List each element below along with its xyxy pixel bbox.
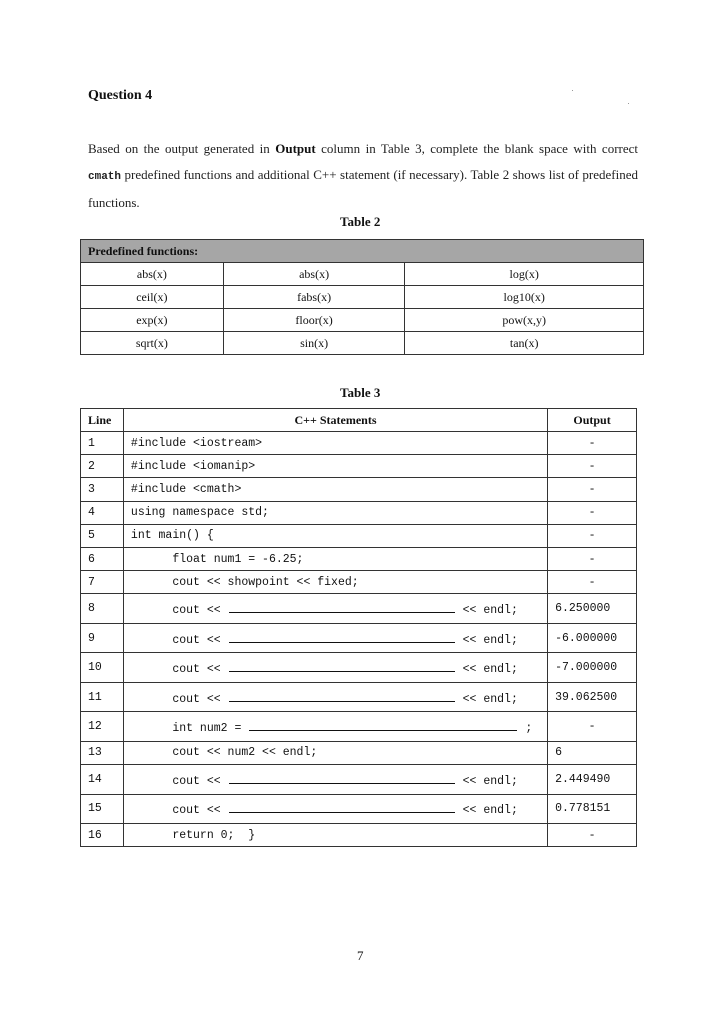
statement-code: int main() { [130,529,214,543]
output-cell: 6.250000 [548,594,637,624]
table3-header-output: Output [548,409,637,432]
statement-cell [123,594,547,624]
statement-code: using namespace std; [130,506,269,520]
statement-cell [123,478,547,501]
paragraph-text-1: Based on the output generated in [88,141,276,156]
table2-cell: sqrt(x) [81,332,224,355]
statement-suffix: << endl; [462,604,518,618]
line-number: 3 [81,478,124,501]
table2-row [81,309,644,332]
line-number: 5 [81,524,124,547]
table2-caption: Table 2 [340,214,381,229]
table3-row [81,478,637,501]
page-number: 7 [357,948,364,963]
table3-row [81,594,637,624]
statement-code: cout << [130,663,221,677]
table2-cell: tan(x) [405,332,644,355]
output-cell: - [548,571,637,594]
line-number: 8 [81,594,124,624]
line-number: 14 [81,765,124,795]
answer-blank[interactable] [229,771,455,784]
table3-row [81,547,637,570]
table3-row [81,653,637,683]
statement-suffix: << endl; [462,774,518,788]
output-cell: - [548,547,637,570]
line-number: 13 [81,741,124,764]
answer-blank[interactable] [229,600,455,613]
statement-cell [123,623,547,653]
table2-cell: abs(x) [81,263,224,286]
output-cell: - [548,432,637,455]
statement-code: #include <cmath> [130,482,242,496]
table2-header: Predefined functions: [81,240,644,263]
line-number: 10 [81,653,124,683]
statement-cell [123,547,547,570]
question-heading: Question 4 [88,88,153,103]
statement-cell [123,571,547,594]
statement-suffix: << endl; [462,633,518,647]
answer-blank[interactable] [229,689,455,702]
table3-header-statements: C++ Statements [123,409,547,432]
output-cell: 39.062500 [548,682,637,712]
statement-cell [123,712,547,742]
table2-cell: pow(x,y) [405,309,644,332]
scan-speck [572,90,573,91]
statement-cell [123,501,547,524]
line-number: 16 [81,824,124,847]
table3-header-line: Line [81,409,124,432]
table3-row [81,623,637,653]
table2-cell: abs(x) [223,263,405,286]
output-cell: -6.000000 [548,623,637,653]
output-cell: 0.778151 [548,794,637,824]
table2-cell: fabs(x) [223,286,405,309]
table3-row [81,501,637,524]
output-cell: - [548,824,637,847]
question-paragraph [88,136,638,216]
table3-row [81,712,637,742]
statement-code: cout << showpoint << fixed; [130,575,359,589]
line-number: 15 [81,794,124,824]
output-cell: -7.000000 [548,653,637,683]
table2-cell: sin(x) [223,332,405,355]
output-cell: - [548,501,637,524]
line-number: 11 [81,682,124,712]
line-number: 4 [81,501,124,524]
scan-speck [628,103,629,104]
table2-row [81,332,644,355]
table3-row [81,741,637,764]
answer-blank[interactable] [229,800,455,813]
statement-cell [123,432,547,455]
table3-cpp-statements [80,408,637,847]
output-cell: 2.449490 [548,765,637,795]
answer-blank[interactable] [229,659,455,672]
table2-cell: exp(x) [81,309,224,332]
output-cell: - [548,478,637,501]
table2-cell: ceil(x) [81,286,224,309]
statement-code: cout << [130,604,221,618]
statement-suffix: ; [525,722,533,736]
table2-predefined-functions [80,239,644,355]
output-cell: - [548,524,637,547]
table3-row [81,571,637,594]
line-number: 9 [81,623,124,653]
table3-caption: Table 3 [340,385,381,400]
answer-blank[interactable] [249,718,517,731]
table3-row [81,765,637,795]
line-number: 1 [81,432,124,455]
table3-row [81,794,637,824]
output-cell: - [548,455,637,478]
table3-row [81,432,637,455]
statement-cell [123,824,547,847]
statement-code: float num1 = -6.25; [130,552,304,566]
statement-suffix: << endl; [462,663,518,677]
statement-cell [123,682,547,712]
table3-row [81,824,637,847]
line-number: 2 [81,455,124,478]
paragraph-bold-output: Output [275,141,316,156]
table3-row [81,455,637,478]
table2-cell: log(x) [405,263,644,286]
line-number: 12 [81,712,124,742]
statement-suffix: << endl; [462,804,518,818]
statement-cell [123,455,547,478]
paragraph-text-3: predefined functions and additional C++ statement (if necessary). Table 2 shows list of predefined functions. [88,166,638,210]
table3-row [81,524,637,547]
statement-code: cout << [130,774,221,788]
line-number: 7 [81,571,124,594]
output-cell: 6 [548,741,637,764]
statement-cell [123,524,547,547]
table2-row [81,286,644,309]
paragraph-code-cmath: cmath [88,170,122,183]
statement-code: cout << [130,692,221,706]
statement-code: return 0; } [130,828,256,842]
statement-code: cout << [130,633,221,647]
statement-cell [123,653,547,683]
statement-code: cout << num2 << endl; [130,746,318,760]
line-number: 6 [81,547,124,570]
statement-code: cout << [130,804,221,818]
statement-code: #include <iostream> [130,436,263,450]
statement-cell [123,741,547,764]
statement-code: int num2 = [130,722,242,736]
answer-blank[interactable] [229,630,455,643]
table2-cell: floor(x) [223,309,405,332]
paragraph-text-2: column in Table 3, complete the blank space with correct [315,141,639,156]
statement-cell [123,765,547,795]
statement-suffix: << endl; [462,692,518,706]
statement-cell [123,794,547,824]
table2-cell: log10(x) [405,286,644,309]
output-cell: - [548,712,637,742]
table2-row [81,263,644,286]
statement-code: #include <iomanip> [130,459,256,473]
table3-row [81,682,637,712]
